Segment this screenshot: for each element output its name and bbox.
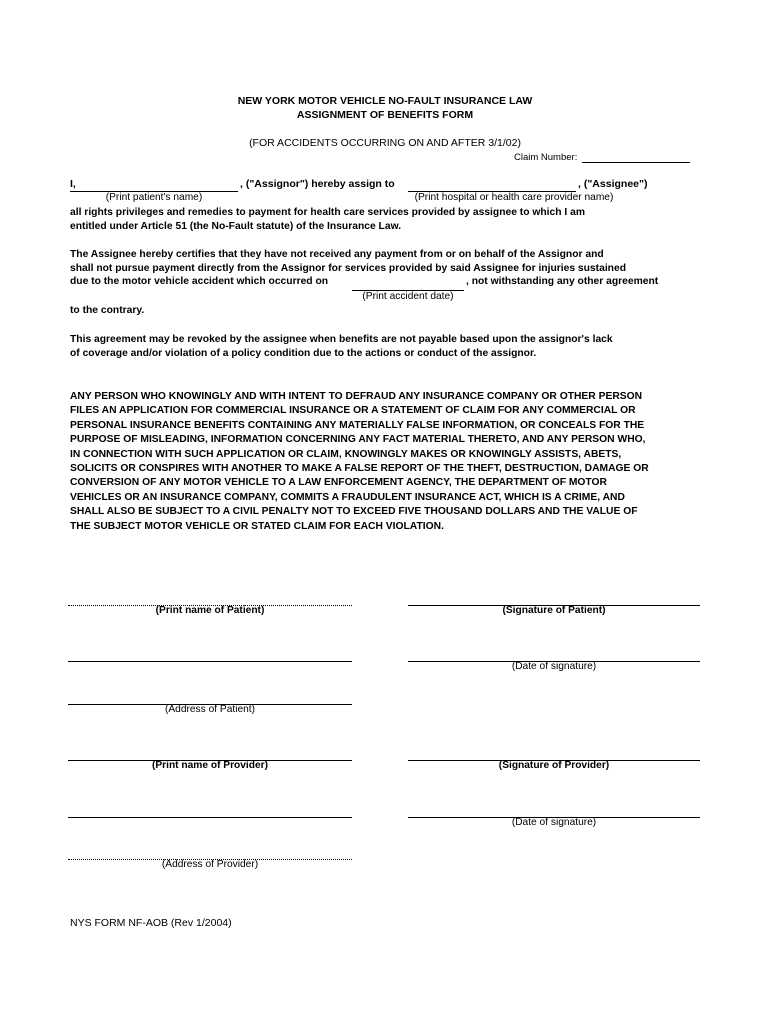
- fraud-warning-line: ANY PERSON WHO KNOWINGLY AND WITH INTENT TO DEFRAUD ANY INSURANCE COMPANY OR OTHER PERSON: [70, 391, 643, 402]
- i-label: I,: [70, 178, 76, 190]
- provider-name-label: (Print name of Provider): [151, 760, 269, 771]
- form-subtitle: ASSIGNMENT OF BENEFITS FORM: [296, 109, 474, 121]
- assignment-line-1: all rights privileges and remedies to payment for health care services provided by assignee to which I am: [70, 207, 586, 218]
- applicability-note: (FOR ACCIDENTS OCCURRING ON AND AFTER 3/1/02): [249, 137, 521, 149]
- certification-line-4: to the contrary.: [70, 305, 145, 316]
- fraud-warning-line: THE SUBJECT MOTOR VEHICLE OR STATED CLAIM FOR EACH VIOLATION.: [70, 520, 444, 532]
- fraud-warning-line: PERSONAL INSURANCE BENEFITS CONTAINING ANY MATERIALLY FALSE INFORMATION, OR CONCEALS FOR THE: [70, 419, 645, 431]
- provider-address-label: (Address of Provider): [161, 859, 259, 870]
- fraud-warning-line: IN CONNECTION WITH SUCH APPLICATION OR CLAIM, KNOWINGLY MAKES OR KNOWINGLY ASSISTS, ABETS,: [70, 448, 622, 460]
- provider-signature-label: (Signature of Provider): [498, 760, 610, 771]
- certification-line-1: The Assignee hereby certifies that they have not received any payment from or on behalf of the Assignor and: [70, 249, 604, 260]
- form-title: NEW YORK MOTOR VEHICLE NO-FAULT INSURANCE LAW: [237, 95, 533, 107]
- revocation-line-2: of coverage and/or violation of a policy condition due to the actions or conduct of the assignor.: [70, 348, 537, 359]
- fraud-warning-line: CONVERSION OF ANY MOTOR VEHICLE TO A LAW ENFORCEMENT AGENCY, THE DEPARTMENT OF MOTOR: [70, 477, 607, 489]
- assignment-line-2: entitled under Article 51 (the No-Fault statute) of the Insurance Law.: [70, 221, 402, 232]
- accident-date-caption: (Print accident date): [362, 291, 454, 302]
- patient-extra-line[interactable]: [68, 661, 352, 662]
- provider-name-caption: (Print hospital or health care provider name): [414, 192, 614, 203]
- certification-line-3-end: , not withstanding any other agreement: [466, 276, 659, 287]
- fraud-warning-line: VEHICLES OR AN INSURANCE COMPANY, COMMITS A FRAUDULENT INSURANCE ACT, WHICH IS A CRIME, AND: [70, 491, 625, 503]
- patient-address-label: (Address of Patient): [164, 704, 256, 715]
- fraud-warning: [70, 390, 700, 534]
- fraud-warning-line: PURPOSE OF MISLEADING, INFORMATION CONCERNING ANY FACT MATERIAL THERETO, AND ANY PERSON WHO,: [70, 434, 646, 446]
- patient-name-caption: (Print patient's name): [105, 192, 203, 203]
- fraud-warning-line: SHALL ALSO BE SUBJECT TO A CIVIL PENALTY NOT TO EXCEED FIVE THOUSAND DOLLARS AND THE VALUE OF: [70, 506, 638, 518]
- fraud-warning-line: FILES AN APPLICATION FOR COMMERCIAL INSURANCE OR A STATEMENT OF CLAIM FOR ANY COMMERCIAL OR: [70, 405, 636, 417]
- assignee-text: , ("Assignee"): [578, 178, 648, 190]
- assignor-text: , ("Assignor") hereby assign to: [240, 178, 395, 190]
- claim-number-label: Claim Number:: [514, 152, 578, 163]
- patient-date-label: (Date of signature): [511, 661, 597, 672]
- claim-number-field[interactable]: [582, 162, 690, 163]
- provider-extra-line[interactable]: [68, 817, 352, 818]
- certification-line-2: shall not pursue payment directly from the Assignor for services provided by said Assignee for injuries sustained: [70, 263, 626, 274]
- form-id: NYS FORM NF-AOB (Rev 1/2004): [70, 917, 232, 929]
- patient-name-label: (Print name of Patient): [155, 605, 265, 616]
- revocation-line-1: This agreement may be revoked by the assignee when benefits are not payable based upon the assignor's lack: [70, 334, 613, 345]
- patient-signature-label: (Signature of Patient): [502, 605, 606, 616]
- fraud-warning-line: SOLICITS OR CONSPIRES WITH ANOTHER TO MAKE A FALSE REPORT OF THE THEFT, DESTRUCTION, DAMAGE OR: [70, 463, 649, 475]
- certification-line-3-start: due to the motor vehicle accident which occurred on: [70, 276, 329, 287]
- provider-date-label: (Date of signature): [511, 817, 597, 828]
